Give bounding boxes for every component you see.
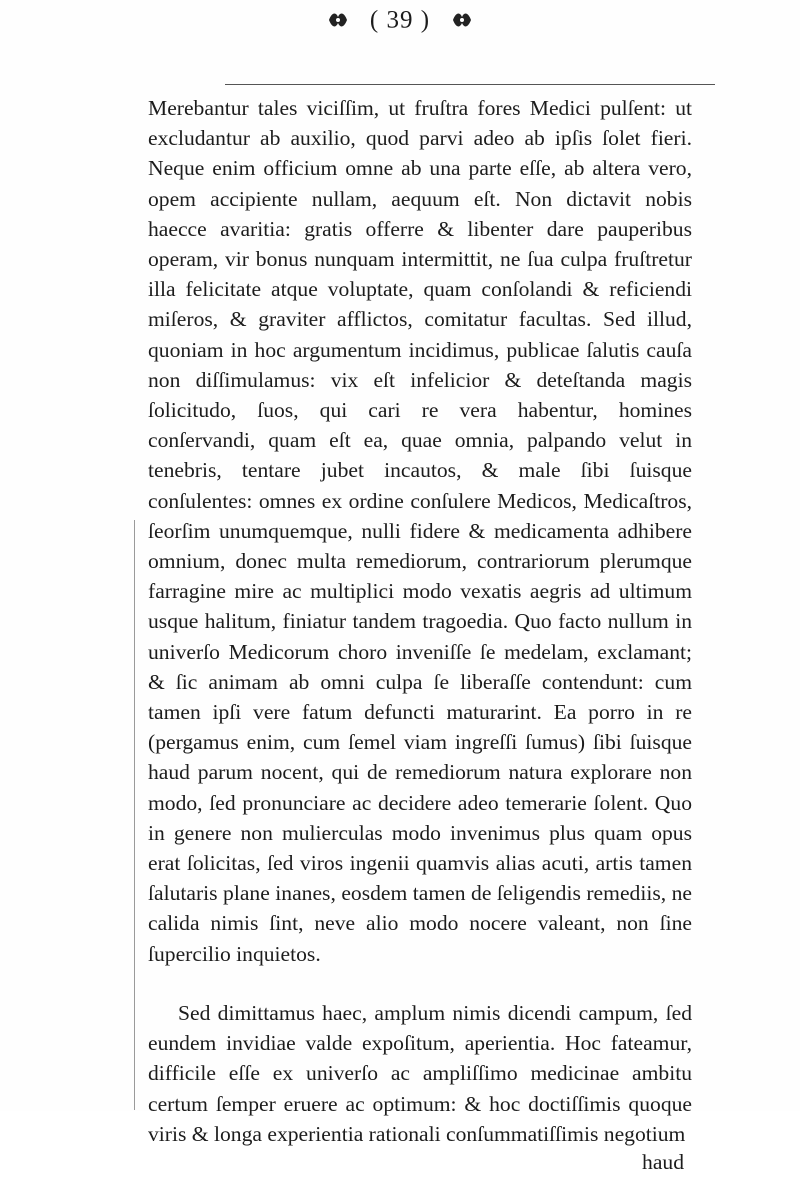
binding-edge-line	[134, 520, 135, 1110]
main-text	[148, 93, 692, 1177]
catchword: haud	[642, 1149, 684, 1174]
page-number: ( 39 )	[369, 6, 431, 34]
paragraph: Sed dimittamus haec, amplum nimis dicendi campum, ſed eundem invidiae valde expoſitum, aperientia. Hoc fateamur, difficile eſſe ex univerſo ac ampliſſimo medicinae ambitu certum ſemper eruere ac optimum: & hoc doctiſſimis quoque viris & longa experientia rationali conſummatiſſimis negotium	[148, 1000, 692, 1146]
fleuron-icon	[327, 10, 349, 30]
page-header	[0, 0, 800, 95]
page-number-line	[0, 5, 800, 34]
paragraph: Merebantur tales viciſſim, ut fruſtra fores Medici pulſent: ut excludantur ab auxilio, quod parvi adeo ab ipſis ſolet fieri. Neque enim officium omne ab una parte eſſe, ab altera vero, opem accipiente nullam, aequum eſt. Non dictavit nobis haecce avaritia: gratis offerre & libenter dare pauperibus operam, vir bonus nunquam intermittit, ne ſua culpa fruſtretur illa felicitate atque voluptate, quam conſolandi & reficiendi miſeros, & graviter afflictos, comitatur facultas. Sed illud, quoniam in hoc argumentum incidimus, publicae ſalutis cauſa non diſſimulamus: vix eſt infelicior & deteſtanda magis ſolicitudo, ſuos, qui cari re vera habentur, homines conſervandi, quam eſt ea, quae omnia, palpando velut in tenebris, tentare jubet incautos, & male ſibi ſuisque conſulentes: omnes ex ordine conſulere Medicos, Medicaſtros, ſeorſim unumquemque, nulli fidere & medicamenta adhibere omnium, donec multa remediorum, contrariorum plerumque farragine mire ac multiplici modo vexatis aegris ad ultimum usque halitum, finiatur tandem tragoedia. Quo facto nullum in univerſo Medicorum choro inveniſſe ſe medelam, exclamant; & ſic animam ab omni culpa ſe liberaſſe contendunt: cum tamen ipſi vere fatum defuncti maturarint. Ea porro in re (pergamus enim, cum ſemel viam ingreſſi ſumus) ſibi ſuisque haud parum nocent, qui de remediorum natura explorare non modo, ſed pronunciare ac decidere adeo temerarie ſolent. Quo in genere non mulierculas modo invenimus plus quam opus erat ſolicitas, ſed viros ingenii quamvis alias acuti, artis tamen ſalutaris plane inanes, eosdem tamen de ſeligendis remediis, ne calida nimis ſint, neve alio modo nocere valeant, non ſine ſupercilio inquietos.	[148, 96, 692, 966]
header-rule	[225, 84, 715, 85]
fleuron-icon	[451, 10, 473, 30]
